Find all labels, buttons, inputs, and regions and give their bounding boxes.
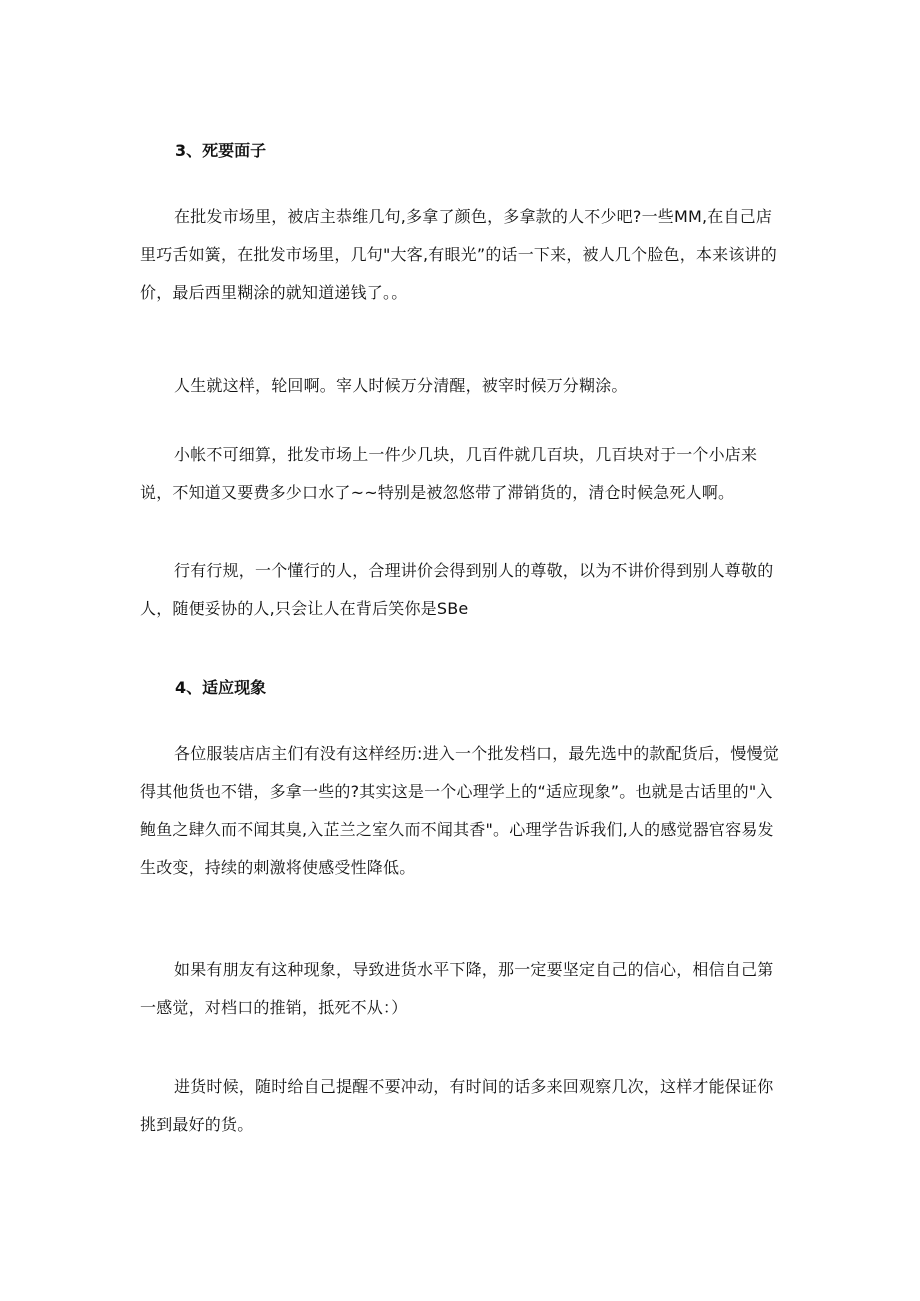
paragraph-adaptation-phenomenon: 各位服装店店主们有没有这样经历:进入一个批发档口，最先选中的款配货后，慢慢觉得其他货也不错，多拿一些的?其实这是一个心理学上的“适应现象”。也就是古话里的"入鲍鱼之肆久而不闻其臭,入芷兰之室久而不闻其香"。心理学告诉我们,人的感觉器官容易发生改变，持续的刺激将使感受性降低。 [140, 744, 779, 877]
paragraph-wholesale-flattery: 在批发市场里，被店主恭维几句,多拿了颜色，多拿款的人不少吧?一些MM,在自己店里巧舌如簧，在批发市场里，几句"大客,有眼光”的话一下来，被人几个脸色，本来该讲的价，最后西里糊涂的就知道递钱了。。 [140, 207, 777, 302]
section-heading-3: 3、死要面子 [175, 141, 267, 160]
paragraph-stay-confident: 如果有朋友有这种现象，导致进货水平下降，那一定要坚定自己的信心，相信自己第一感觉，对档口的推销，抵死不从：） [140, 960, 774, 1017]
section-heading-4: 4、适应现象 [175, 678, 267, 697]
paragraph-small-accounts: 小帐不可细算，批发市场上一件少几块，几百件就几百块，几百块对于一个小店来说，不知道又要费多少口水了~~特别是被忽悠带了滞销货的，清仓时候急死人啊。 [140, 445, 758, 502]
paragraph-trade-rules: 行有行规，一个懂行的人，合理讲价会得到别人的尊敬，以为不讲价得到别人尊敬的人，随便妥协的人,只会让人在背后笑你是SBe [140, 561, 774, 618]
paragraph-life-cycle: 人生就这样，轮回啊。宰人时候万分清醒，被宰时候万分糊涂。 [174, 376, 628, 395]
paragraph-stay-calm: 进货时候，随时给自己提醒不要冲动，有时间的话多来回观察几次，这样才能保证你挑到最好的货。 [140, 1077, 774, 1134]
